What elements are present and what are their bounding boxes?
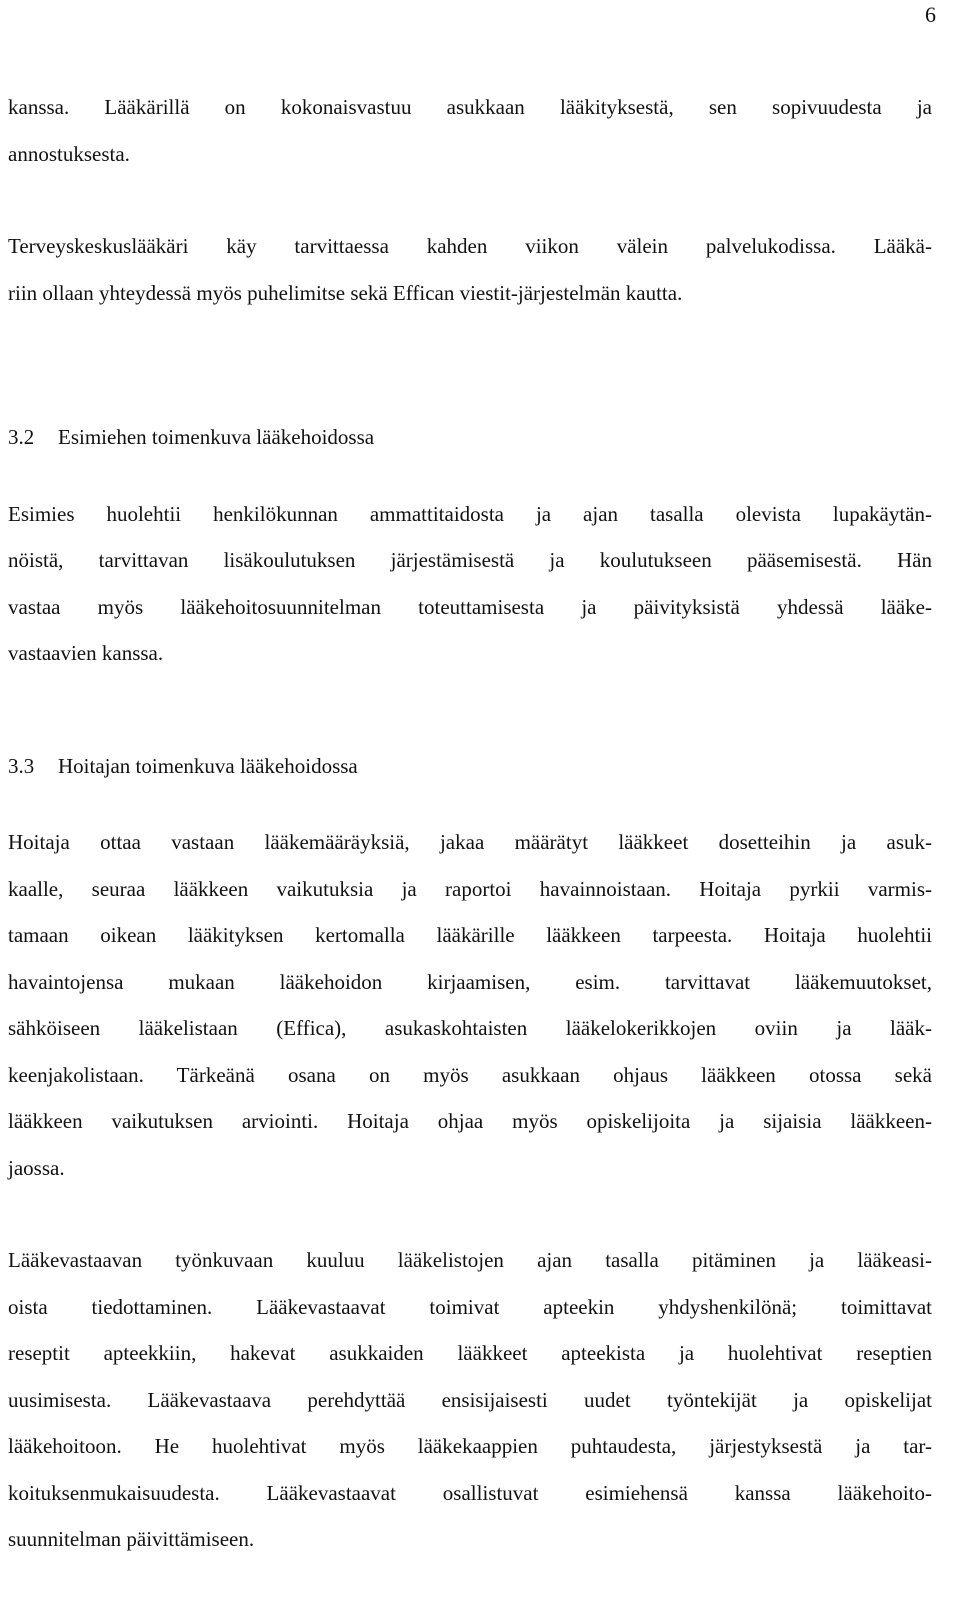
text-line: Hoitaja ottaa vastaan lääkemääräyksiä, jakaa määrätyt lääkkeet dosetteihin ja asuk- [8,830,932,854]
paragraph-supervisor-role [8,491,932,677]
text-line: vastaavien kanssa. [8,641,164,665]
section-title: Hoitajan toimenkuva lääkehoidossa [58,753,358,778]
section-title: Esimiehen toimenkuva lääkehoidossa [58,425,375,449]
text-line: tamaan oikean lääkityksen kertomalla lääkärille lääkkeen tarpeesta. Hoitaja huolehtii [8,923,932,947]
text-line: sähköiseen lääkelistaan (Effica), asukaskohtaisten lääkelokerikkojen oviin ja lääk- [8,1016,932,1040]
text-line: havaintojensa mukaan lääkehoidon kirjaamisen, esim. tarvittavat lääkemuutokset, [8,969,932,994]
text-line: riin ollaan yhteydessä myös puhelimitse sekä Effican viestit-järjestelmän kautta. [8,280,683,305]
section-number: 3.2 [8,425,35,449]
text-line: uusimisesta. Lääkevastaava perehdyttää ensisijaisesti uudet työntekijät ja opiskelijat [8,1387,932,1412]
text-line: koituksenmukaisuudesta. Lääkevastaavat osallistuvat esimiehensä kanssa lääkehoito- [8,1480,932,1505]
section-number: 3.3 [8,753,35,778]
page-number: 6 [925,2,936,27]
section-heading-3-3 [8,743,932,790]
text-line: vastaa myös lääkehoitosuunnitelman toteuttamisesta ja päivityksistä yhdessä lääke- [8,594,932,619]
text-line: kaalle, seuraa lääkkeen vaikutuksia ja raportoi havainnoistaan. Hoitaja pyrkii varmis- [8,876,932,901]
text-line: jaossa. [8,1155,65,1180]
paragraph-medication-officer-role [8,1237,932,1563]
paragraph-doctor-responsibility [8,84,932,177]
text-line: oista tiedottaminen. Lääkevastaavat toimivat apteekin yhdyshenkilönä; toimittavat [8,1294,932,1319]
text-line: Lääkevastaavan työnkuvaan kuuluu lääkelistojen ajan tasalla pitäminen ja lääkeasi- [8,1248,932,1272]
document-body [8,84,932,1563]
text-line: suunnitelman päivittämiseen. [8,1527,255,1551]
text-line: Esimies huolehtii henkilökunnan ammattitaidosta ja ajan tasalla olevista lupakäytän- [8,501,932,526]
text-line: kanssa. Lääkärillä on kokonaisvastuu asukkaan lääkityksestä, sen sopivuudesta ja [8,95,932,119]
text-line: keenjakolistaan. Tärkeänä osana on myös asukkaan ohjaus lääkkeen otossa sekä [8,1062,932,1087]
text-line: annostuksesta. [8,141,130,166]
text-line: lääkkeen vaikutuksen arviointi. Hoitaja ohjaa myös opiskelijoita ja sijaisia lääkkeen- [8,1109,932,1133]
text-line: nöistä, tarvittavan lisäkoulutuksen järjestämisestä ja koulutukseen pääsemisestä. Hän [8,548,932,572]
text-line: lääkehoitoon. He huolehtivat myös lääkekaappien puhtaudesta, järjestyksestä ja tar- [8,1434,932,1458]
paragraph-health-center-doctor [8,223,932,316]
paragraph-nurse-role [8,819,932,1191]
text-line: Terveyskeskuslääkäri käy tarvittaessa kahden viikon välein palvelukodissa. Lääkä- [8,234,932,258]
section-heading-3-2 [8,414,932,461]
text-line: reseptit apteekkiin, hakevat asukkaiden lääkkeet apteekista ja huolehtivat reseptien [8,1341,932,1365]
